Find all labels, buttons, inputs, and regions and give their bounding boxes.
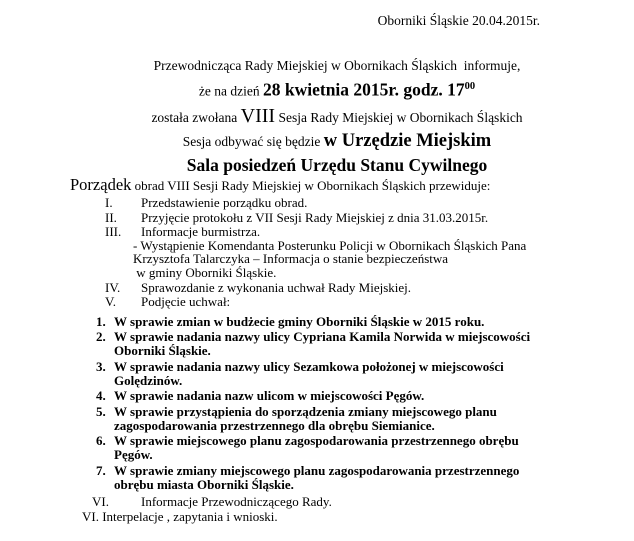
session-datetime-line <box>40 75 634 104</box>
item-text <box>114 464 519 492</box>
item-text <box>114 330 530 358</box>
venue-prefix: Sesja odbywać się będzie <box>182 133 324 149</box>
session-number-suffix: Sesja Rady Miejskiej w Obornikach Śląskich <box>275 109 523 125</box>
item-text-line: W sprawie nadania nazw ulicom w miejscowości Pęgów. <box>114 388 425 404</box>
resolutions-list <box>96 315 634 492</box>
item-number: 2. <box>96 329 106 345</box>
document-date-line: Oborniki Śląskie 20.04.2015r. <box>377 13 540 28</box>
item-text-line: W sprawie zmiany miejscowego planu zagospodarowania przestrzennego <box>114 462 520 478</box>
agenda-item-vi-informacje <box>92 495 634 509</box>
session-datetime-prefix: że na dzień <box>198 83 263 99</box>
item-text-line: W sprawie przystąpienia do sporządzenia zmiany miejscowego planu <box>114 403 497 419</box>
agenda-item-vi-interpelacje: VI. Interpelacje , zapytania i wnioski. <box>82 508 278 524</box>
list-item <box>96 405 634 433</box>
list-item <box>105 281 634 295</box>
item-text <box>133 224 527 280</box>
item-number: 1. <box>96 313 106 329</box>
hall-line: Sala posiedzeń Urzędu Stanu Cywilnego <box>186 154 488 175</box>
list-item <box>96 434 634 462</box>
item-text-line: w gminy Oborniki Śląskie. <box>133 264 277 280</box>
item-number: 5. <box>96 403 106 419</box>
item-text-line: Krzysztofa Talarczyka – Informacja o stanie bezpieczeństwa <box>133 251 449 267</box>
item-number: VI. <box>92 493 109 509</box>
list-item <box>96 315 634 329</box>
item-text-line: Golędzinów. <box>114 372 183 388</box>
item-text-line: W sprawie miejscowego planu zagospodarowania przestrzennego obrębu <box>114 433 519 449</box>
list-item <box>105 196 634 210</box>
item-text-line: Podjęcie uchwał: <box>141 294 231 310</box>
announcer-line: Przewodnicząca Rady Miejskiej w Obornikach Śląskich informuje, <box>153 58 521 73</box>
item-text <box>114 405 497 433</box>
agenda-intro-rest: obrad VIII Sesji Rady Miejskiej w Obornikach Śląskich przewiduje: <box>131 178 491 193</box>
header-block <box>40 56 634 177</box>
item-text-line: Informacje burmistrza. <box>141 224 261 240</box>
item-text-line: Pęgów. <box>114 447 153 463</box>
item-text-line: W sprawie zmian w budżecie gminy Oborniki Śląskie w 2015 roku. <box>114 313 485 329</box>
item-text <box>114 389 424 403</box>
item-text <box>141 211 488 225</box>
item-text <box>114 360 504 388</box>
list-item <box>96 389 634 403</box>
item-text <box>141 281 411 295</box>
venue-line <box>40 130 634 153</box>
list-item <box>105 211 634 225</box>
item-number: I. <box>105 195 113 210</box>
item-text <box>141 196 307 210</box>
item-text <box>114 315 484 329</box>
item-number: 6. <box>96 433 106 449</box>
session-datetime-bold: 28 kwietnia 2015r. godz. 17 <box>263 79 465 100</box>
venue-bold: w Urzędzie Miejskim <box>323 130 492 151</box>
item-text-line: W sprawie nadania nazwy ulicy Cypriana Kamila Norwida w miejscowości <box>114 329 531 345</box>
session-number-prefix: została zwołana <box>151 109 241 125</box>
item-text-line: - Wystąpienie Komendanta Posterunku Policji w Obornikach Śląskich Pana <box>133 237 527 253</box>
item-text-line: obrębu miasta Oborniki Śląskie. <box>114 476 294 492</box>
list-item <box>96 464 634 492</box>
session-roman-numeral: VIII <box>240 104 276 127</box>
agenda-intro-big-word: Porządek <box>70 175 132 194</box>
item-text-line: zagospodarowania przestrzennego dla obrębu Siemianice. <box>114 417 435 433</box>
item-number: IV. <box>105 279 121 295</box>
item-text: Informacje Przewodniczącego Rady. <box>141 493 332 509</box>
session-time-superscript: 00 <box>464 81 476 92</box>
list-item <box>105 225 634 279</box>
item-number: V. <box>105 294 116 310</box>
list-item <box>96 360 634 388</box>
session-number-line <box>40 104 634 130</box>
item-text-line: Przedstawienie porządku obrad. <box>141 195 308 210</box>
item-number: III. <box>105 224 122 240</box>
agenda-roman-list <box>105 196 634 309</box>
list-item <box>105 295 634 309</box>
item-text-line: Sprawozdanie z wykonania uchwał Rady Miejskiej. <box>141 279 412 295</box>
item-text <box>141 295 230 309</box>
item-number: 3. <box>96 358 106 374</box>
item-number: 7. <box>96 462 106 478</box>
item-number: II. <box>105 209 117 225</box>
item-text-line: Oborniki Śląskie. <box>114 343 211 359</box>
item-number: 4. <box>96 388 106 404</box>
item-text <box>114 434 519 462</box>
item-text-line: W sprawie nadania nazwy ulicy Sezamkowa położonej w miejscowości <box>114 358 504 374</box>
list-item <box>96 330 634 358</box>
agenda-lists <box>0 196 634 524</box>
agenda-intro-line <box>70 174 490 197</box>
item-text-line: Przyjęcie protokołu z VII Sesji Rady Miejskiej z dnia 31.03.2015r. <box>141 209 489 225</box>
